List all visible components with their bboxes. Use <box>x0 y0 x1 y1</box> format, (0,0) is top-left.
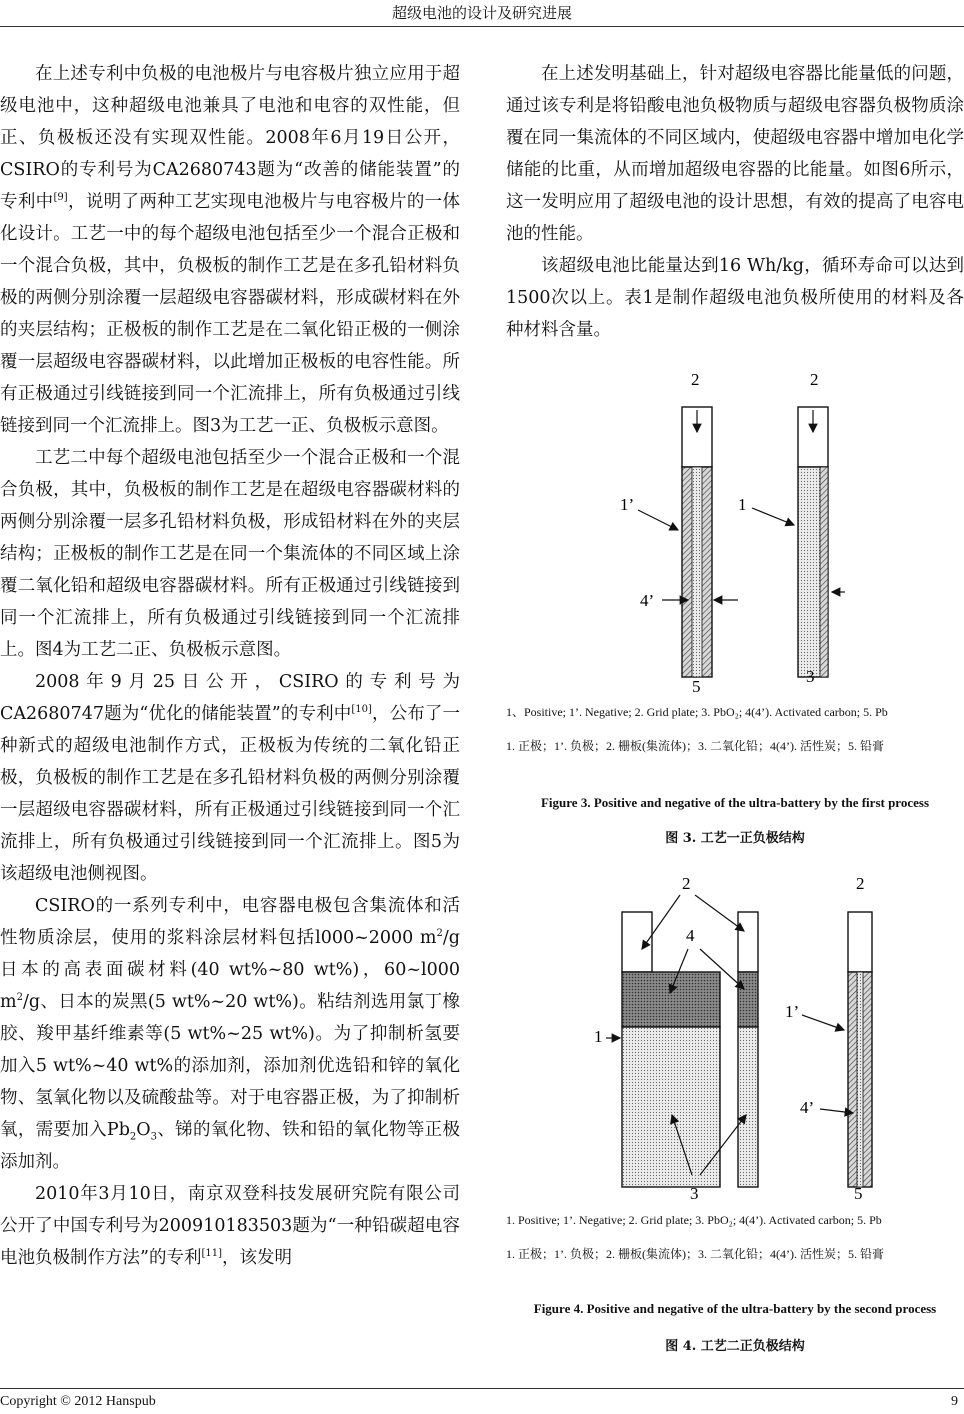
paragraph: 在上述发明基础上，针对超级电容器比能量低的问题，通过该专利是将铅酸电池负极物质与超级电容器负极物质涂覆在同一集流体的不同区域内，使超级电容器中增加电化学储能的比重，从而增加超级电容器的比能量。如图6所示，这一发明应用了超级电池的设计思想，有效的提高了电容电池的性能。 <box>506 64 964 244</box>
label: 1 <box>738 495 747 514</box>
citation[interactable]: [11] <box>201 1248 222 1260</box>
carbon-region <box>622 972 720 1027</box>
label: 5 <box>692 677 701 696</box>
paragraph: CSIRO的一系列专利中，电容器电极包含集流体和活性物质涂层，使用的浆料涂层材料包括l000~2000 $m^2/g$ 日本的高表面碳材料(40 wt%~80 wt%)，60~l000 $m^2/g$、日本的炭黑(5 wt%~20 wt%)。粘结剂选用氯丁橡胶、羧甲基纤维素等(5 wt%~25 wt%)。为了抑制析氢要加入5 wt%~40 wt%的添加剂，添加剂优选铅和锌的氧化物、氢氧化物以及硫酸盐等。对于电容器正极，为了抑制析氧，需要加入$Pb_2O_3$、锑的氧化物、铁和铅的氧化物等正极添加剂。 <box>0 896 461 1172</box>
figure-3-diagram <box>560 360 890 700</box>
label: 1’ <box>620 495 635 514</box>
label: 5 <box>854 1184 863 1203</box>
label: 2 <box>682 874 691 893</box>
figure-3-title-en: Figure 3. Positive and negative of the ultra-battery by the first process <box>540 795 930 810</box>
citation[interactable]: [9] <box>53 192 68 204</box>
citation[interactable]: [10] <box>351 704 372 716</box>
label: 1’ <box>785 1002 800 1021</box>
label: 2 <box>691 370 700 389</box>
paragraph: 2010年3月10日，南京双登科技发展研究院有限公司公开了中国专利号为200910183503题为“一种铅碳超电容电池负极制作方法”的专利[11]，该发明 <box>0 1184 460 1268</box>
figure-4-diagram <box>580 865 910 1205</box>
label: 3 <box>690 1184 699 1203</box>
label: 2 <box>856 874 865 893</box>
running-header: 超级电池的设计及研究进展 <box>391 4 572 22</box>
label: 4’ <box>640 591 655 610</box>
grid-plate <box>848 912 872 972</box>
footer-rule <box>0 1388 964 1389</box>
figure-4-title-en: Figure 4. Positive and negative of the ultra-battery by the second process <box>533 1301 937 1316</box>
label: 2 <box>810 370 819 389</box>
figure-3-legend-en: 1、Positive; 1’. Negative; 2. Grid plate; 3. PbO₂; 4(4’). Activated carbon; 5. Pb <box>506 705 888 719</box>
left-column <box>0 58 460 1274</box>
figure-4-legend-cn: 1. 正极；1’. 负极；2. 栅板(集流体)；3. 二氧化铅；4(4’). 活性炭；5. 铅膏 <box>506 1247 884 1261</box>
grid-plate <box>738 912 758 972</box>
figure-4-title-cn: 图 4. 工艺二正负极结构 <box>665 1339 805 1354</box>
paragraph: 该超级电池比能量达到16 Wh/kg，循环寿命可以达到1500次以上。表1是制作超级电池负极所使用的材料及各种材料含量。 <box>506 256 964 340</box>
paragraph: 在上述专利中负极的电池极片与电容极片独立应用于超级电池中，这种超级电池兼具了电池和电容的双性能，但正、负极板还没有实现双性能。2008年6月19日公开，CSIRO的专利号为CA2680743题为“改善的储能装置”的专利中[9]，说明了两种工艺实现电池极片与电容极片的一体化设计。工艺一中的每个超级电池包括至少一个混合正极和一个混合负极，其中，负极板的制作工艺是在多孔铅材料负极的两侧分别涂覆一层超级电容器碳材料，形成碳材料在外的夹层结构；正极板的制作工艺是在二氧化铅正极的一侧涂覆一层超级电容器碳材料，以此增加正极板的电容性能。所有正极通过引线链接到同一个汇流排上，所有负极通过引线链接到同一个汇流排上。图3为工艺一正、负极板示意图。 <box>0 64 460 436</box>
paragraph: 2008年9月25日公开，CSIRO的专利号为CA2680747题为“优化的储能装置”的专利中[10]，公布了一种新式的超级电池制作方式，正极板为传统的二氧化铅正极，负极板的制作工艺是在多孔铅材料负极的两侧分别涂覆一层超级电容器碳材料，所有正极通过引线链接到同一个汇流排上，所有负极通过引线链接到同一个汇流排上。图5为该超级电池侧视图。 <box>0 672 461 884</box>
label: 3 <box>806 667 815 686</box>
paragraph: 工艺二中每个超级电池包括至少一个混合正极和一个混合负极，其中，负极板的制作工艺是在超级电容器碳材料的两侧分别涂覆一层多孔铅材料负极，形成铅材料在外的夹层结构；正极板的制作工艺是在同一个集流体的不同区域上涂覆二氧化铅和超级电容器碳材料。所有正极通过引线链接到同一个汇流排上，所有负极通过引线链接到同一个汇流排上。图4为工艺二正、负极板示意图。 <box>0 448 460 660</box>
figure-3-title-cn: 图 3. 工艺一正负极结构 <box>665 831 805 846</box>
figure-4-legend-en: 1. Positive; 1’. Negative; 2. Grid plate; 3. PbO₂; 4(4’). Activated carbon; 5. Pb <box>506 1213 882 1227</box>
right-column <box>506 58 964 346</box>
pbo2-region <box>622 1027 720 1187</box>
page-number: 9 <box>951 1394 958 1409</box>
label: 1 <box>594 1027 603 1046</box>
copyright: Copyright © 2012 Hanspub <box>0 1394 156 1409</box>
header-rule <box>0 26 964 27</box>
label: 4’ <box>800 1098 815 1117</box>
figure-3-legend-cn: 1. 正极；1’. 负极；2. 栅板(集流体)；3. 二氧化铅；4(4’). 活性炭；5. 铅膏 <box>506 739 884 753</box>
label: 4 <box>686 926 695 945</box>
